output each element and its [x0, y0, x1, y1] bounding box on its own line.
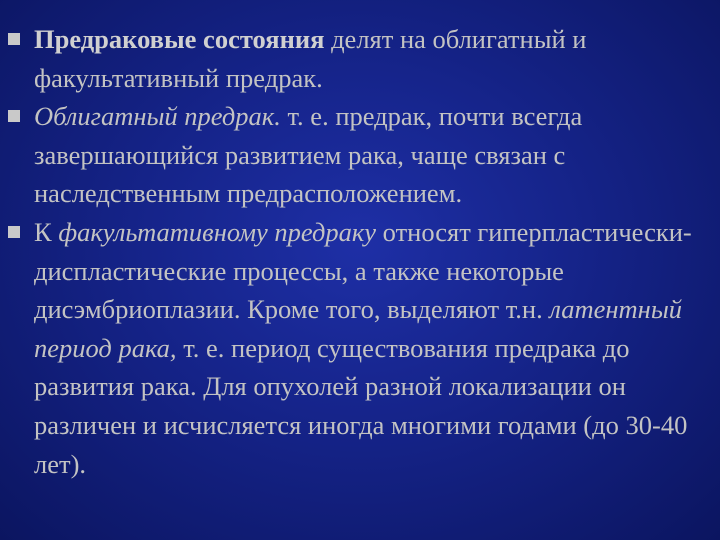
bullet-1-text: делят на облигатный и факультативный предрак. [34, 24, 587, 93]
square-bullet-icon [8, 110, 20, 122]
term-latent-period: латентный период рака, [34, 294, 683, 363]
term-facultative-precancer: факультативному предраку [58, 216, 377, 247]
square-bullet-icon [8, 226, 20, 238]
bullet-item-2 [0, 97, 720, 213]
bullet-3-text-b: т. е. период существования предрака до развития рака. Для опухолей разной локализации он различен и исчисляется иногда многими годами (до 30-40 лет). [34, 332, 688, 479]
bullet-3-prefix: К [34, 216, 59, 247]
square-bullet-icon [8, 33, 20, 45]
bullet-item-3 [0, 213, 720, 483]
term-precancerous-states: Предраковые состояния [34, 24, 325, 54]
bullet-2-text: т. е. предрак, почти всегда завершающийся развитием рака, чаще связан с наследственным предрасположением. [34, 101, 583, 209]
bullet-3-text-a: относят гиперпластически-диспластические процессы, а также некоторые дисэмбриоплазии. Кроме того, выделяют т.н. [34, 216, 692, 325]
bullet-item-1 [0, 20, 720, 97]
term-obligate-precancer: Облигатный предрак. [34, 101, 281, 132]
bullet-list [0, 20, 720, 483]
